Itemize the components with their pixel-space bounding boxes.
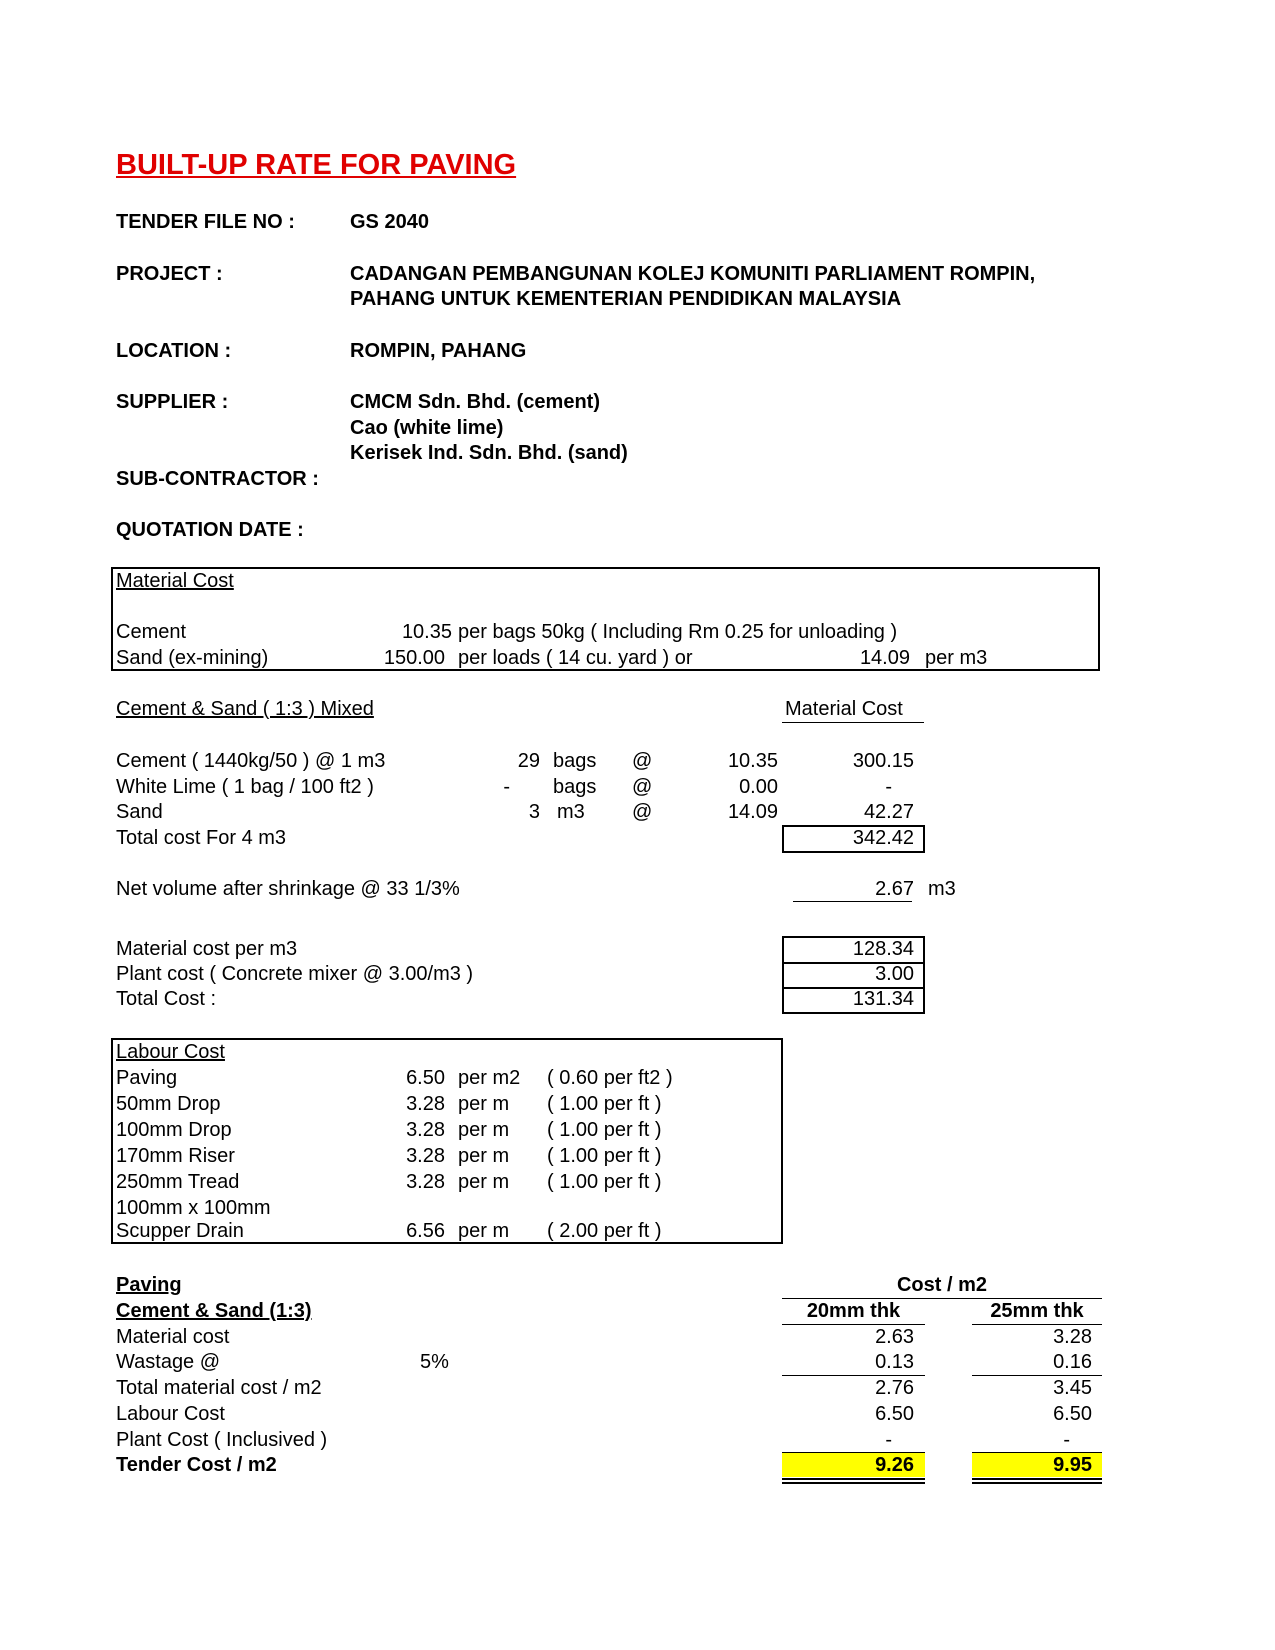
plant-cost-value: 3.00	[875, 963, 914, 985]
labour-row-label: 250mm Tread	[116, 1171, 240, 1193]
sand-m3-price: 14.09	[859, 647, 910, 669]
mix-total-label: Total cost For 4 m3	[116, 827, 287, 849]
mix-row-unit: m3	[557, 801, 585, 823]
quotation-date-label: QUOTATION DATE :	[116, 519, 304, 541]
double-underline-25mm	[972, 1482, 1102, 1484]
labour-row-unit: per m	[458, 1119, 510, 1141]
mix-row-unit: bags	[553, 750, 597, 772]
sand-price: 150.00	[383, 647, 445, 669]
labour-row-unit: per m	[458, 1171, 510, 1193]
cement-desc: per bags 50kg ( Including Rm 0.25 for unloading )	[458, 621, 898, 643]
supplier-label: SUPPLIER :	[116, 391, 229, 413]
paving-row-v2: 3.28	[1053, 1326, 1092, 1348]
paving-row-label: Plant Cost ( Inclusived )	[116, 1429, 328, 1451]
paving-cost-heading: Cost / m2	[896, 1274, 988, 1296]
labour-row-label: Scupper Drain	[116, 1220, 244, 1242]
mix-row-rate: 10.35	[727, 750, 778, 772]
labour-row-label: 100mm x 100mm	[116, 1197, 271, 1219]
net-volume-underline	[793, 901, 912, 902]
plant-cost-label: Plant cost ( Concrete mixer @ 3.00/m3 )	[116, 963, 474, 985]
double-underline-20mm	[782, 1478, 925, 1480]
mix-row-qty: -	[503, 776, 510, 798]
net-volume-value: 2.67	[875, 878, 914, 900]
labour-row-rate: 3.28	[406, 1093, 445, 1115]
paving-row-label: Labour Cost	[116, 1403, 225, 1425]
supplier-line-2: Cao (white lime)	[350, 417, 504, 439]
double-underline-20mm	[782, 1482, 925, 1484]
project-line-1: CADANGAN PEMBANGUNAN KOLEJ KOMUNITI PARLIAMENT ROMPIN,	[350, 263, 1036, 285]
paving-subheading: Cement & Sand (1:3)	[116, 1300, 312, 1322]
col-25mm-heading: 25mm thk	[990, 1300, 1084, 1322]
mix-row-at: @	[632, 750, 653, 772]
tender-cost-20mm: 9.26	[875, 1454, 914, 1476]
tender-cost-25mm: 9.95	[1053, 1454, 1092, 1476]
mix-row-at: @	[632, 776, 653, 798]
tender-file-value: GS 2040	[350, 211, 429, 233]
sand-m3-unit: per m3	[925, 647, 988, 669]
wastage-percent: 5%	[420, 1351, 449, 1373]
paving-row-v2: 0.16	[1053, 1351, 1092, 1373]
location-label: LOCATION :	[116, 340, 232, 362]
paving-row-label: Total material cost / m2	[116, 1377, 322, 1399]
mix-heading: Cement & Sand ( 1:3 ) Mixed	[116, 698, 374, 720]
supplier-line-3: Kerisek Ind. Sdn. Bhd. (sand)	[350, 442, 628, 464]
labour-row-label: 50mm Drop	[116, 1093, 221, 1115]
sand-desc: per loads ( 14 cu. yard ) or	[458, 647, 693, 669]
labour-row-unit: per m	[458, 1220, 510, 1242]
cement-label: Cement	[116, 621, 187, 643]
tender-file-label: TENDER FILE NO :	[116, 211, 295, 233]
labour-row-unit: per m2	[458, 1067, 521, 1089]
project-label: PROJECT :	[116, 263, 223, 285]
supplier-line-1: CMCM Sdn. Bhd. (cement)	[350, 391, 600, 413]
paving-row-v1: 2.63	[875, 1326, 914, 1348]
page-title: BUILT-UP RATE FOR PAVING	[116, 149, 517, 181]
paving-row-label: Material cost	[116, 1326, 230, 1348]
per-m3-value: 128.34	[852, 938, 914, 960]
net-volume-unit: m3	[928, 878, 956, 900]
col-20mm-heading: 20mm thk	[806, 1300, 901, 1322]
labour-row-label: 170mm Riser	[116, 1145, 235, 1167]
location-value: ROMPIN, PAHANG	[350, 340, 527, 362]
mix-row-rate: 14.09	[727, 801, 778, 823]
mix-row-amount: -	[885, 776, 892, 798]
labour-row-note: ( 1.00 per ft )	[547, 1093, 662, 1115]
labour-row-rate: 3.28	[406, 1145, 445, 1167]
grand-total-label: Total Cost :	[116, 988, 217, 1010]
mix-row-amount: 42.27	[863, 801, 914, 823]
paving-row-v1: 2.76	[875, 1377, 914, 1399]
paving-row-v1: 0.13	[875, 1351, 914, 1373]
labour-row-unit: per m	[458, 1145, 510, 1167]
material-cost-heading: Material Cost	[116, 570, 234, 592]
mix-cost-heading: Material Cost	[785, 698, 903, 720]
paving-row-v2: 6.50	[1053, 1403, 1092, 1425]
paving-heading: Paving	[116, 1274, 182, 1296]
mix-row-qty: 29	[517, 750, 540, 772]
paving-row-label: Wastage @	[116, 1351, 221, 1373]
paving-row-v2: 3.45	[1053, 1377, 1092, 1399]
double-underline-25mm	[972, 1478, 1102, 1480]
cement-price: 10.35	[401, 621, 452, 643]
labour-cost-heading: Labour Cost	[116, 1041, 225, 1063]
labour-row-rate: 6.50	[406, 1067, 445, 1089]
labour-row-note: ( 0.60 per ft2 )	[547, 1067, 673, 1089]
paving-row-v1: -	[885, 1429, 892, 1451]
labour-row-note: ( 1.00 per ft )	[547, 1145, 662, 1167]
labour-row-note: ( 1.00 per ft )	[547, 1119, 662, 1141]
paving-row-v2: -	[1063, 1429, 1070, 1451]
paving-row-v1: 6.50	[875, 1403, 914, 1425]
project-line-2: PAHANG UNTUK KEMENTERIAN PENDIDIKAN MALAYSIA	[350, 288, 902, 310]
labour-row-unit: per m	[458, 1093, 510, 1115]
mix-cost-underline	[782, 722, 924, 723]
sand-label: Sand (ex-mining)	[116, 647, 269, 669]
labour-row-label: Paving	[116, 1067, 178, 1089]
net-volume-label: Net volume after shrinkage @ 33 1/3%	[116, 878, 460, 900]
labour-row-rate: 3.28	[406, 1171, 445, 1193]
grand-total-value: 131.34	[852, 988, 914, 1010]
mix-row-amount: 300.15	[852, 750, 914, 772]
mix-row-label: Sand	[116, 801, 163, 823]
mix-row-at: @	[632, 801, 653, 823]
labour-row-label: 100mm Drop	[116, 1119, 232, 1141]
subcontractor-label: SUB-CONTRACTOR :	[116, 468, 319, 490]
labour-row-note: ( 2.00 per ft )	[547, 1220, 662, 1242]
mix-row-label: White Lime ( 1 bag / 100 ft2 )	[116, 776, 374, 798]
per-m3-label: Material cost per m3	[116, 938, 298, 960]
tender-cost-label: Tender Cost / m2	[116, 1454, 277, 1476]
labour-row-rate: 6.56	[406, 1220, 445, 1242]
mix-row-label: Cement ( 1440kg/50 ) @ 1 m3	[116, 750, 386, 772]
mix-total-value: 342.42	[852, 827, 914, 849]
mix-row-qty: 3	[528, 801, 540, 823]
mix-row-unit: bags	[553, 776, 597, 798]
mix-row-rate: 0.00	[739, 776, 778, 798]
labour-row-rate: 3.28	[406, 1119, 445, 1141]
labour-row-note: ( 1.00 per ft )	[547, 1171, 662, 1193]
